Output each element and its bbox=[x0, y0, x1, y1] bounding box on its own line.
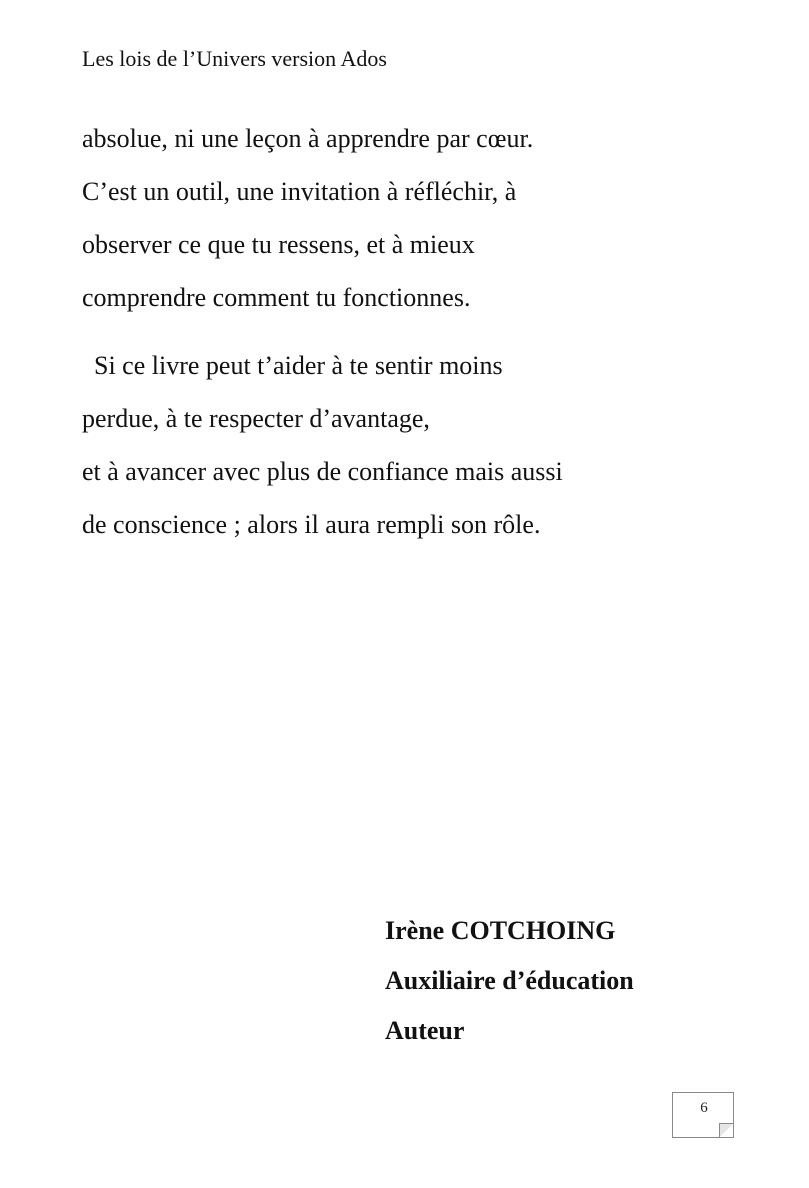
signature-title: Auteur bbox=[385, 1016, 465, 1045]
signature-role: Auxiliaire d’éducation bbox=[385, 966, 634, 995]
folded-corner-icon bbox=[719, 1123, 733, 1137]
body-line: absolue, ni une leçon à apprendre par cœur. bbox=[82, 124, 534, 153]
body-line: de conscience ; alors il aura rempli son rôle. bbox=[82, 510, 541, 539]
body-line: observer ce que tu ressens, et à mieux bbox=[82, 230, 475, 259]
body-line: comprendre comment tu fonctionnes. bbox=[82, 283, 471, 312]
body-line: et à avancer avec plus de confiance mais aussi bbox=[82, 457, 563, 486]
signature-name: Irène COTCHOING bbox=[385, 916, 616, 945]
body-line: C’est un outil, une invitation à réfléchir, à bbox=[82, 177, 517, 206]
page-number-box bbox=[672, 1092, 734, 1138]
body-text bbox=[82, 112, 702, 551]
signature-block bbox=[385, 906, 634, 1056]
body-line: perdue, à te respecter d’avantage, bbox=[82, 404, 430, 433]
running-header: Les lois de l’Univers version Ados bbox=[82, 46, 387, 71]
page-number: 6 bbox=[700, 1100, 708, 1116]
body-line: Si ce livre peut t’aider à te sentir moins bbox=[94, 351, 503, 380]
